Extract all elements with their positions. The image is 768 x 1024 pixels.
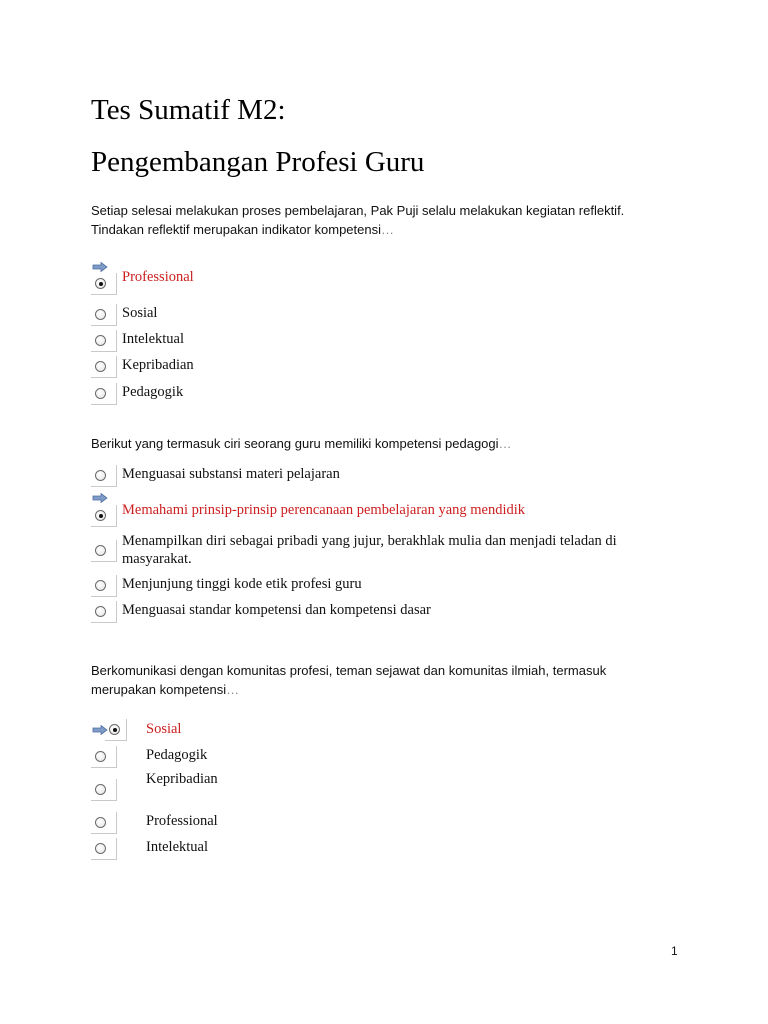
option-label: Kepribadian — [146, 771, 218, 787]
radio-icon[interactable] — [95, 545, 106, 556]
question-2-line-1: Berikut yang termasuk ciri seorang guru memiliki kompetensi pedagogi — [91, 436, 499, 451]
question-1-text — [91, 201, 691, 239]
arrow-right-icon — [92, 262, 108, 272]
radio-icon[interactable] — [95, 361, 106, 372]
radio-icon[interactable] — [95, 751, 106, 762]
option-label: Pedagogik — [146, 747, 208, 763]
question-3-line-1: Berkomunikasi dengan komunitas profesi, teman sejawat dan komunitas ilmiah, termasuk — [91, 663, 607, 678]
radio-icon[interactable] — [95, 510, 106, 521]
radio-icon[interactable] — [95, 606, 106, 617]
option-label: Professional — [122, 269, 194, 285]
option-label: Professional — [146, 813, 218, 829]
option-label: Intelektual — [122, 331, 185, 347]
option-label: Memahami prinsip-prinsip perencanaan pembelajaran yang mendidik — [122, 502, 526, 518]
option-label: Menjunjung tinggi kode etik profesi guru — [122, 576, 362, 592]
radio-icon[interactable] — [95, 470, 106, 481]
question-3-text — [91, 661, 691, 699]
question-3-ellipsis: … — [226, 682, 240, 697]
question-2-ellipsis: … — [498, 436, 512, 451]
question-1-ellipsis: … — [381, 222, 394, 237]
arrow-right-icon — [92, 493, 108, 503]
radio-icon[interactable] — [95, 580, 106, 591]
radio-icon[interactable] — [95, 843, 106, 854]
option-label: Sosial — [146, 721, 182, 737]
option-label: Sosial — [122, 305, 158, 321]
radio-icon[interactable] — [109, 724, 120, 735]
question-1-line-2: Tindakan reflektif merupakan indikator kompetensi — [91, 222, 381, 237]
radio-icon[interactable] — [95, 817, 106, 828]
document-title-line-1: Tes Sumatif M2: — [91, 94, 286, 126]
option-label: Kepribadian — [122, 357, 194, 373]
question-1-line-1: Setiap selesai melakukan proses pembelajaran, Pak Puji selalu melakukan kegiatan reflektif. — [91, 203, 625, 218]
option-label: Menampilkan diri sebagai pribadi yang jujur, berakhlak mulia dan menjadi teladan di masyarakat. — [122, 533, 617, 567]
radio-icon[interactable] — [95, 388, 106, 399]
question-3-line-2: merupakan kompetensi — [91, 682, 227, 697]
option-label: Menguasai substansi materi pelajaran — [122, 466, 340, 482]
option-label: Menguasai standar kompetensi dan kompetensi dasar — [122, 602, 431, 618]
radio-icon[interactable] — [95, 309, 106, 320]
radio-icon[interactable] — [95, 784, 106, 795]
option-label: Pedagogik — [122, 384, 184, 400]
page-number: 1 — [671, 944, 678, 958]
radio-icon[interactable] — [95, 278, 106, 289]
question-2-text — [91, 434, 691, 453]
document-title-line-2: Pengembangan Profesi Guru — [91, 146, 425, 178]
radio-icon[interactable] — [95, 335, 106, 346]
option-label: Intelektual — [146, 839, 209, 855]
